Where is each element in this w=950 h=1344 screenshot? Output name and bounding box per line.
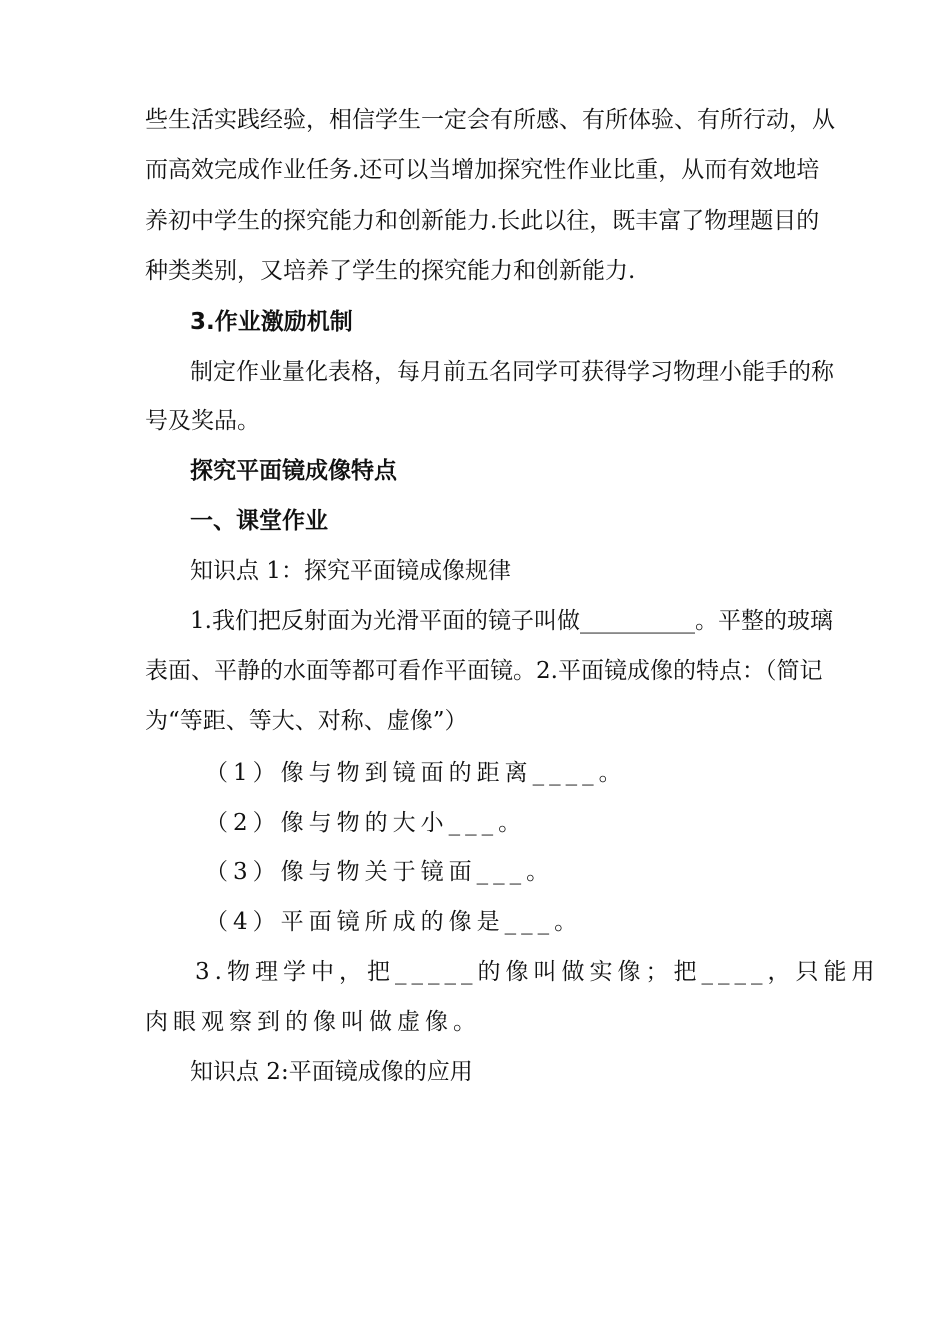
question-1-line: 为“等距、等大、对称、虚像”） xyxy=(145,708,468,734)
question-3-line: 3.物理学中，把_____的像叫做实像；把____，只能用 xyxy=(195,959,880,985)
knowledge-point-2: 知识点 2:平面镜成像的应用 xyxy=(190,1059,473,1085)
intro-line: 种类类别，又培养了学生的探究能力和创新能力. xyxy=(145,258,636,284)
section-3-body-line: 号及奖品。 xyxy=(145,408,260,434)
section-3-heading: 3.作业激励机制 xyxy=(190,309,353,335)
feature-item: （2）像与物的大小___。 xyxy=(205,810,527,836)
feature-item: （4）平面镜所成的像是___。 xyxy=(205,909,583,935)
intro-line: 养初中学生的探究能力和创新能力.长此以往，既丰富了物理题目的 xyxy=(145,208,820,234)
question-1-line: 表面、平静的水面等都可看作平面镜。2.平面镜成像的特点：（简记 xyxy=(145,658,823,684)
feature-item: （3）像与物关于镜面___。 xyxy=(205,859,555,885)
question-1-line: 1.我们把反射面为光滑平面的镜子叫做__________。平整的玻璃 xyxy=(190,608,833,634)
feature-item: （1）像与物到镜面的距离____。 xyxy=(205,760,627,786)
intro-line: 些生活实践经验，相信学生一定会有所感、有所体验、有所行动，从 xyxy=(145,107,835,133)
part-one-heading: 一、课堂作业 xyxy=(190,508,328,534)
intro-line: 而高效完成作业任务.还可以当增加探究性作业比重，从而有效地培 xyxy=(145,157,820,183)
knowledge-point-1: 知识点 1：探究平面镜成像规律 xyxy=(190,558,511,584)
lesson-title: 探究平面镜成像特点 xyxy=(190,458,397,484)
question-3-line: 肉眼观察到的像叫做虚像。 xyxy=(145,1009,481,1035)
section-3-body-line: 制定作业量化表格，每月前五名同学可获得学习物理小能手的称 xyxy=(190,359,834,385)
